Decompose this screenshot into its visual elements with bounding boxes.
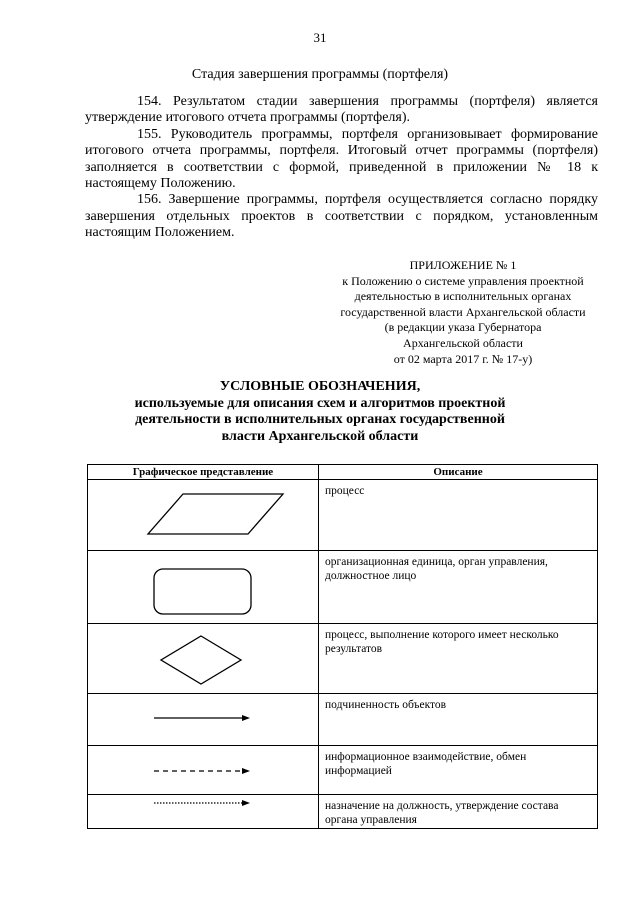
body-text xyxy=(85,94,598,242)
page-number: 31 xyxy=(313,30,327,45)
appendix-line: государственной власти Архангельской области xyxy=(340,304,586,319)
header-description: Описание xyxy=(319,465,598,480)
table-header-row xyxy=(88,465,598,480)
appendix-line: Архангельской области xyxy=(403,335,523,350)
legend-table xyxy=(87,464,598,829)
legend-subtitle-line: деятельности в исполнительных органах государственной xyxy=(135,412,505,428)
description-cell: назначение на должность, утверждение состава органа управления xyxy=(319,795,598,829)
symbol-cell xyxy=(88,551,319,624)
description-cell: процесс, выполнение которого имеет несколько результатов xyxy=(319,624,598,694)
appendix-line: (в редакции указа Губернатора xyxy=(384,320,542,335)
table-row xyxy=(88,480,598,551)
appendix-line: деятельностью в исполнительных органах xyxy=(354,289,572,304)
symbol-cell xyxy=(88,795,319,829)
dashed-arrow-icon xyxy=(88,746,319,794)
symbol-cell xyxy=(88,694,319,746)
legend-subtitle-line: власти Архангельской области xyxy=(221,428,419,444)
appendix-line: от 02 марта 2017 г. № 17-у) xyxy=(393,351,533,366)
symbol-cell xyxy=(88,746,319,795)
appendix-header xyxy=(318,258,608,367)
dotted-arrow-icon xyxy=(88,795,319,828)
table-row xyxy=(88,746,598,795)
paragraph-156: 156. Завершение программы, портфеля осуществляется согласно порядку завершения отдельных проектов в соответствии с порядком, установленным настоящим Положением. xyxy=(85,192,598,241)
legend-title-line: УСЛОВНЫЕ ОБОЗНАЧЕНИЯ, xyxy=(219,379,421,394)
symbol-cell xyxy=(88,480,319,551)
description-cell: процесс xyxy=(319,480,598,551)
legend-title xyxy=(0,379,640,445)
section-heading: Стадия завершения программы (портфеля) xyxy=(191,67,449,82)
appendix-line: к Положению о системе управления проектной xyxy=(342,273,584,288)
parallelogram-icon xyxy=(88,480,319,550)
diamond-icon xyxy=(88,624,319,693)
appendix-title: ПРИЛОЖЕНИЕ № 1 xyxy=(409,258,517,272)
symbol-cell xyxy=(88,624,319,694)
legend-subtitle-line: используемые для описания схем и алгоритмов проектной xyxy=(134,395,506,411)
description-cell: подчиненность объектов xyxy=(319,694,598,746)
paragraph-155: 155. Руководитель программы, портфеля организовывает формирование итогового отчета программы, портфеля. Итоговый отчет программы (портфеля) заполняется в соответствии с формой, приведенной в приложении № 18 к настоящему Положению. xyxy=(85,126,598,192)
header-graphic: Графическое представление xyxy=(88,465,319,480)
description-cell: информационное взаимодействие, обмен информацией xyxy=(319,746,598,795)
description-cell: организационная единица, орган управления, должностное лицо xyxy=(319,551,598,624)
table-row xyxy=(88,551,598,624)
table-row xyxy=(88,795,598,829)
solid-arrow-icon xyxy=(88,694,319,745)
paragraph-154: 154. Результатом стадии завершения программы (портфеля) является утверждение итогового отчета программы (портфеля). xyxy=(85,94,598,126)
rounded-rectangle-icon xyxy=(88,551,319,623)
table-row xyxy=(88,624,598,694)
table-row xyxy=(88,694,598,746)
